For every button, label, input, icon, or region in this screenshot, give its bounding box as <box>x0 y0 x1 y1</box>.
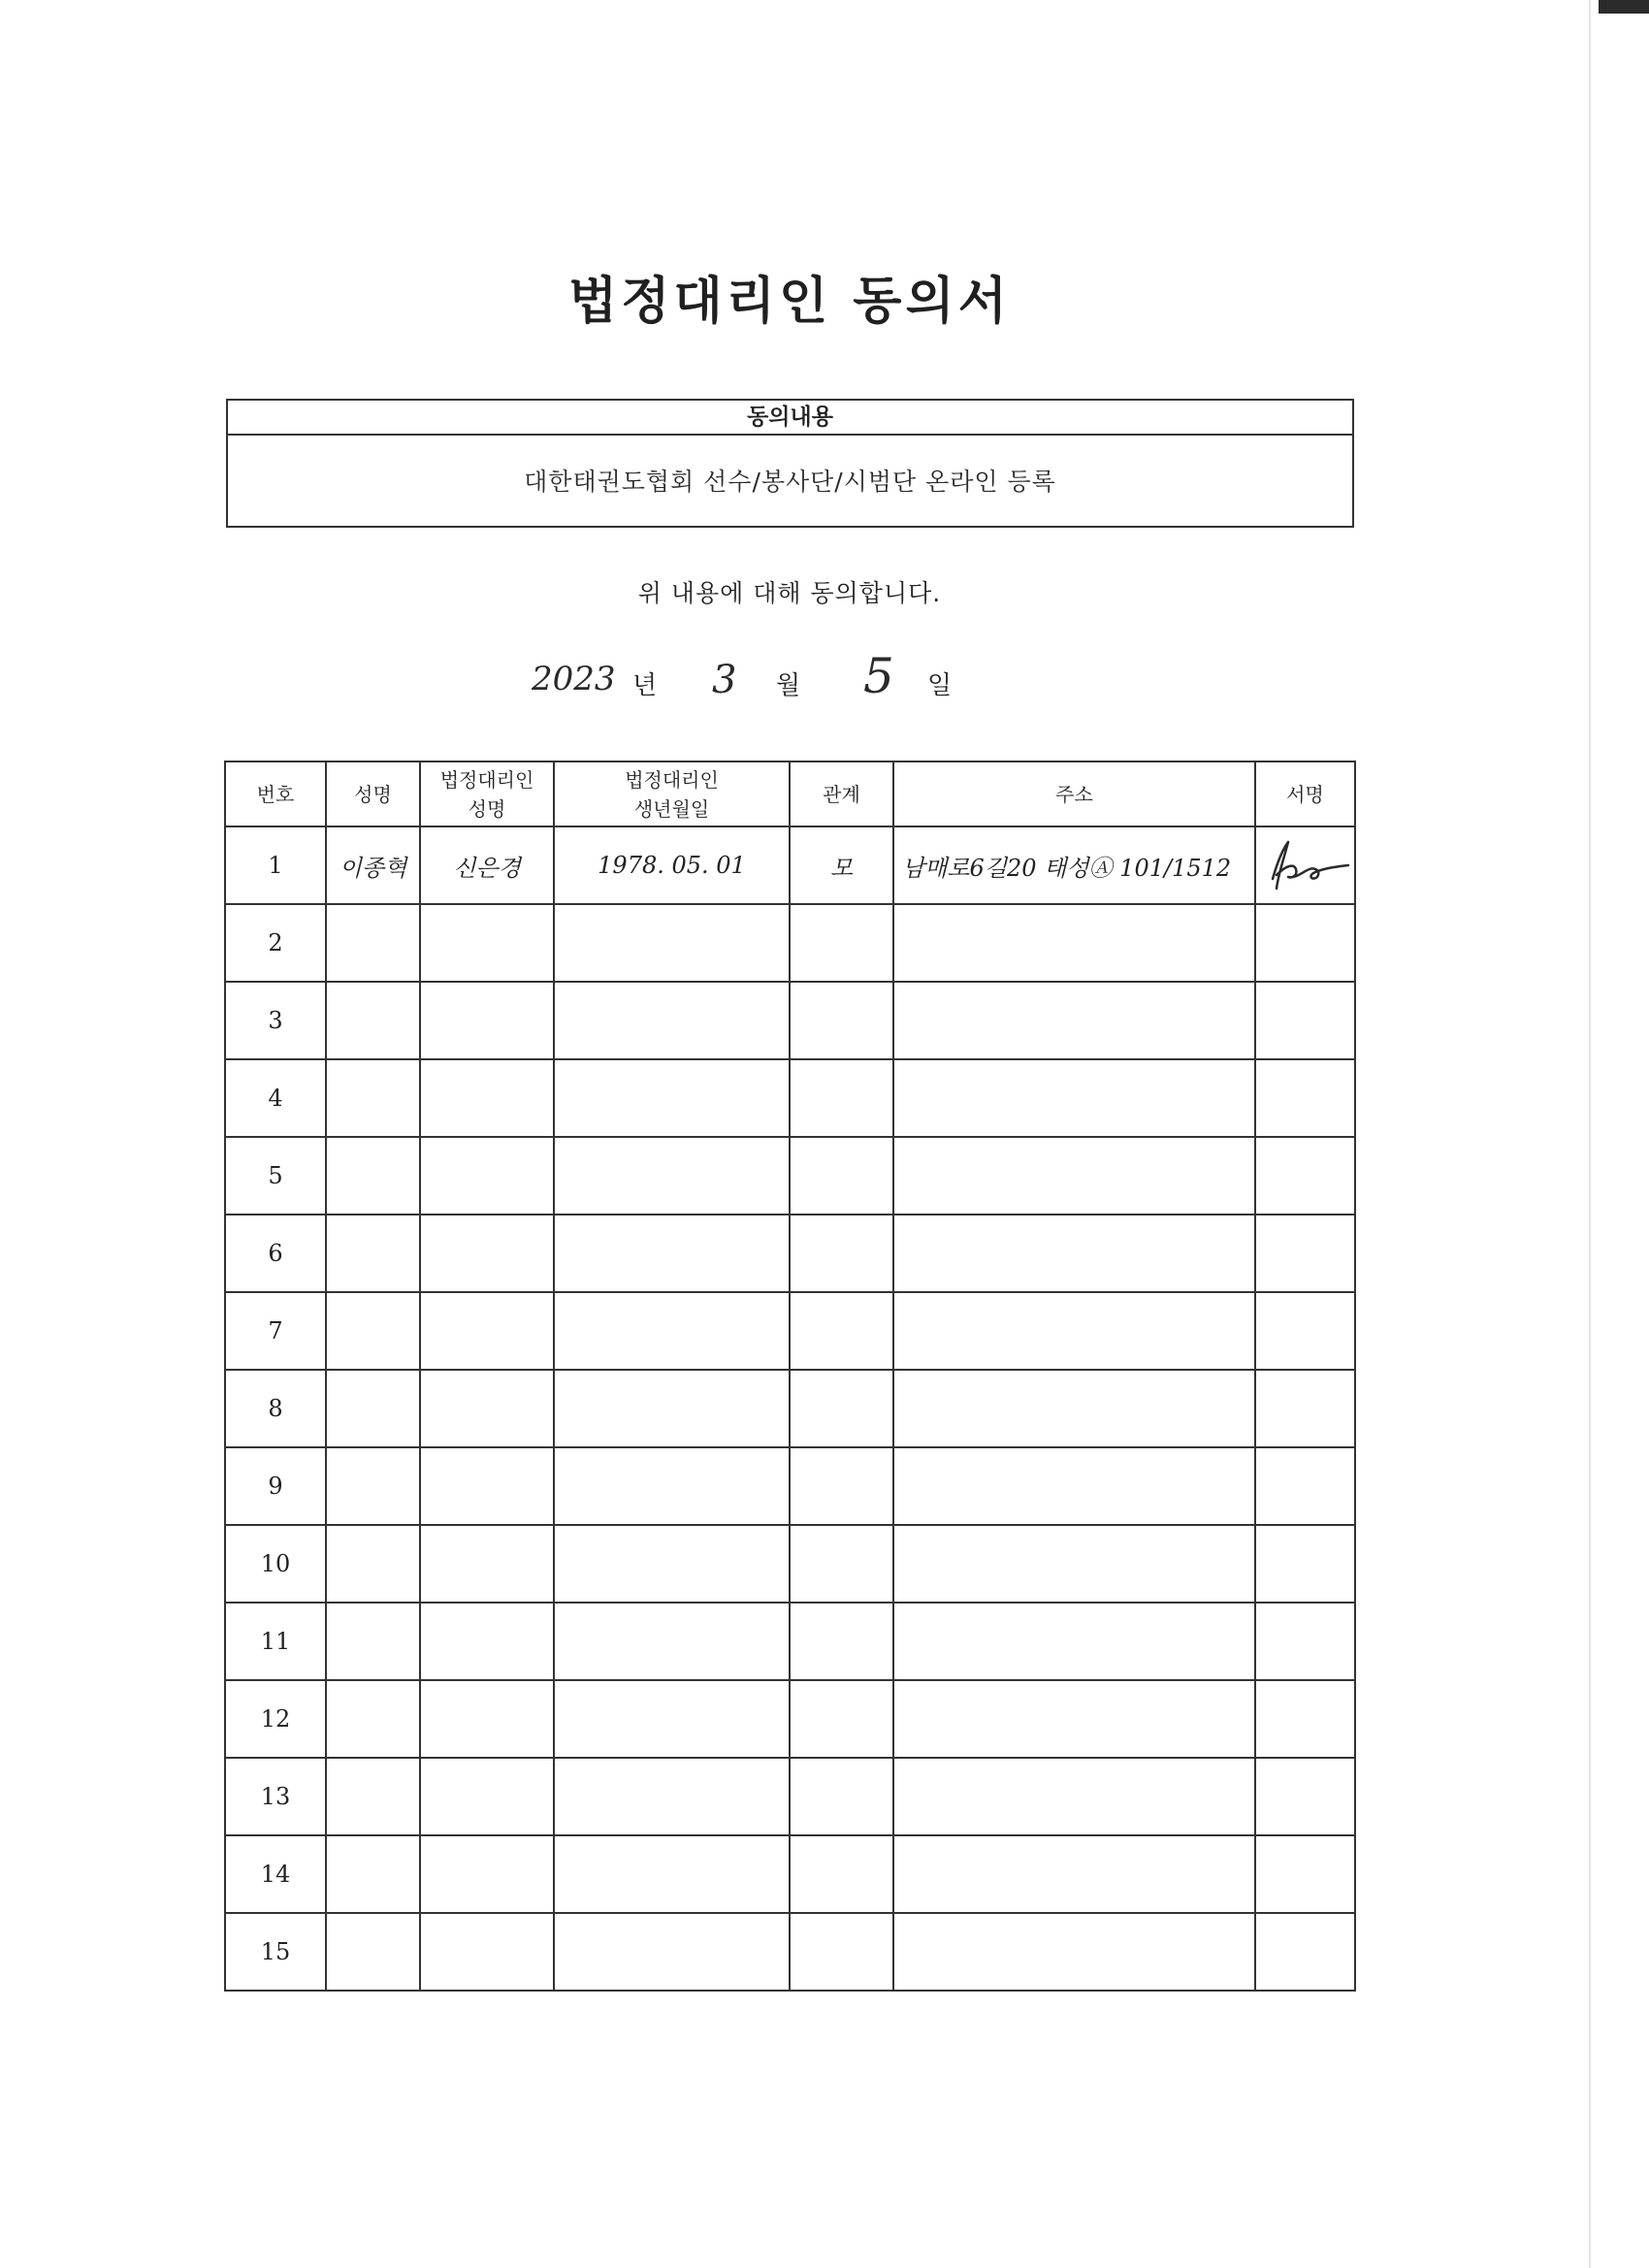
row-name <box>326 1059 420 1137</box>
row-relation <box>790 1370 893 1447</box>
row-no: 6 <box>225 1215 326 1292</box>
row-name <box>326 982 420 1059</box>
row-relation <box>790 1758 893 1835</box>
row-no: 14 <box>225 1835 326 1913</box>
row-signature <box>1255 1215 1355 1292</box>
row-name <box>326 904 420 982</box>
consent-box <box>226 399 1354 528</box>
handwritten-signature <box>1259 836 1352 894</box>
row-signature <box>1255 1603 1355 1680</box>
row-guardian-dob <box>554 1680 790 1758</box>
row-no: 12 <box>225 1680 326 1758</box>
row-name <box>326 1137 420 1215</box>
header-guardian-dob-line2: 생년월일 <box>633 796 710 821</box>
row-guardian-name <box>420 1835 554 1913</box>
row-guardian-name <box>420 1137 554 1215</box>
row-no: 2 <box>225 904 326 982</box>
row-address <box>893 1447 1255 1525</box>
row-address <box>893 904 1255 982</box>
row-address <box>893 1680 1255 1758</box>
row-guardian-dob <box>554 1059 790 1137</box>
row-signature <box>1255 1680 1355 1758</box>
row-guardian-name <box>420 1447 554 1525</box>
row-relation <box>790 1059 893 1137</box>
row-signature <box>1255 826 1355 904</box>
row-no: 15 <box>225 1913 326 1991</box>
row-name <box>326 1758 420 1835</box>
table-row <box>225 1447 1355 1525</box>
row-guardian-dob <box>554 1137 790 1215</box>
scan-edge-line <box>1589 0 1591 2268</box>
row-relation <box>790 1913 893 1991</box>
row-no: 13 <box>225 1758 326 1835</box>
header-no: 번호 <box>225 761 326 826</box>
row-guardian-dob <box>554 1913 790 1991</box>
consent-header: 동의내용 <box>228 401 1352 436</box>
row-address <box>893 1137 1255 1215</box>
date-year: 2023 <box>532 660 616 698</box>
table-row <box>225 1525 1355 1603</box>
row-address <box>893 1370 1255 1447</box>
row-guardian-dob <box>554 1370 790 1447</box>
row-address <box>893 1913 1255 1991</box>
row-relation <box>790 1835 893 1913</box>
row-no: 1 <box>225 826 326 904</box>
row-address <box>893 1525 1255 1603</box>
date-year-unit: 년 <box>632 671 658 700</box>
row-no: 4 <box>225 1059 326 1137</box>
row-no: 5 <box>225 1137 326 1215</box>
row-address <box>893 1215 1255 1292</box>
row-guardian-name <box>420 982 554 1059</box>
consent-content: 대한태권도협회 선수/봉사단/시범단 온라인 등록 <box>524 468 1056 496</box>
document-title: 법정대리인 동의서 <box>568 273 1011 331</box>
header-guardian-name-line1: 법정대리인 <box>439 767 534 792</box>
row-name <box>326 1215 420 1292</box>
row-guardian-dob <box>554 982 790 1059</box>
row-guardian-dob <box>554 1835 790 1913</box>
row-relation <box>790 1447 893 1525</box>
table-row <box>225 982 1355 1059</box>
table-row <box>225 1835 1355 1913</box>
date-month-unit: 월 <box>776 671 801 700</box>
header-guardian-dob-line1: 법정대리인 <box>625 767 719 792</box>
table-row <box>225 1215 1355 1292</box>
row-guardian-dob <box>554 1447 790 1525</box>
row-relation <box>790 904 893 982</box>
row-signature <box>1255 1059 1355 1137</box>
row-no: 9 <box>225 1447 326 1525</box>
table-row <box>225 1292 1355 1370</box>
row-guardian-dob <box>554 1292 790 1370</box>
row-guardian-name <box>420 1758 554 1835</box>
row-guardian-name <box>420 1603 554 1680</box>
row-name: 이종혁 <box>326 826 420 904</box>
header-guardian-name-line2: 성명 <box>468 796 506 821</box>
row-name <box>326 1680 420 1758</box>
row-no: 11 <box>225 1603 326 1680</box>
row-guardian-name <box>420 904 554 982</box>
header-signature: 서명 <box>1255 761 1355 826</box>
table-row <box>225 1370 1355 1447</box>
row-guardian-name: 신은경 <box>420 826 554 904</box>
row-address <box>893 982 1255 1059</box>
row-name <box>326 1835 420 1913</box>
row-guardian-dob <box>554 1758 790 1835</box>
row-signature <box>1255 1447 1355 1525</box>
row-name <box>326 1370 420 1447</box>
scan-edge-mark <box>1599 0 1649 14</box>
row-address <box>893 1835 1255 1913</box>
row-relation <box>790 1137 893 1215</box>
row-signature <box>1255 1913 1355 1991</box>
date-line <box>0 648 1649 710</box>
row-signature <box>1255 1835 1355 1913</box>
row-guardian-name <box>420 1913 554 1991</box>
row-address <box>893 1603 1255 1680</box>
date-month: 3 <box>712 658 737 702</box>
row-guardian-name <box>420 1292 554 1370</box>
header-guardian-dob <box>554 761 790 826</box>
row-address <box>893 1059 1255 1137</box>
row-name <box>326 1913 420 1991</box>
table-row <box>225 1758 1355 1835</box>
row-relation <box>790 1292 893 1370</box>
row-guardian-name <box>420 1680 554 1758</box>
row-no: 10 <box>225 1525 326 1603</box>
table-row <box>225 1603 1355 1680</box>
row-guardian-name <box>420 1215 554 1292</box>
date-day-unit: 일 <box>927 671 953 700</box>
header-address: 주소 <box>893 761 1255 826</box>
row-no: 8 <box>225 1370 326 1447</box>
row-guardian-dob <box>554 904 790 982</box>
date-day: 5 <box>863 648 894 704</box>
guardian-roster-table <box>224 761 1356 1992</box>
header-guardian-name <box>420 761 554 826</box>
row-address: 남매로6길20 태성Ⓐ 101/1512 <box>893 826 1255 904</box>
row-guardian-name <box>420 1525 554 1603</box>
row-relation <box>790 1680 893 1758</box>
row-no: 7 <box>225 1292 326 1370</box>
header-relation: 관계 <box>790 761 893 826</box>
row-name <box>326 1447 420 1525</box>
table-row <box>225 1680 1355 1758</box>
table-header-row <box>225 761 1355 826</box>
row-guardian-name <box>420 1059 554 1137</box>
row-signature <box>1255 1292 1355 1370</box>
row-signature <box>1255 1370 1355 1447</box>
row-name <box>326 1525 420 1603</box>
row-guardian-dob <box>554 1525 790 1603</box>
row-relation: 모 <box>790 826 893 904</box>
table-row <box>225 904 1355 982</box>
row-name <box>326 1292 420 1370</box>
agreement-statement: 위 내용에 대해 동의합니다. <box>637 579 942 607</box>
row-relation <box>790 1215 893 1292</box>
row-address <box>893 1758 1255 1835</box>
row-relation <box>790 982 893 1059</box>
row-signature <box>1255 1525 1355 1603</box>
row-guardian-dob <box>554 1603 790 1680</box>
row-no: 3 <box>225 982 326 1059</box>
row-guardian-name <box>420 1370 554 1447</box>
row-signature <box>1255 1758 1355 1835</box>
table-row <box>225 1913 1355 1991</box>
header-name: 성명 <box>326 761 420 826</box>
row-guardian-dob <box>554 1215 790 1292</box>
row-relation <box>790 1525 893 1603</box>
row-guardian-dob: 1978. 05. 01 <box>554 826 790 904</box>
table-row <box>225 1137 1355 1215</box>
table-row <box>225 826 1355 904</box>
row-signature <box>1255 904 1355 982</box>
row-relation <box>790 1603 893 1680</box>
row-signature <box>1255 982 1355 1059</box>
row-name <box>326 1603 420 1680</box>
row-address <box>893 1292 1255 1370</box>
row-signature <box>1255 1137 1355 1215</box>
table-row <box>225 1059 1355 1137</box>
